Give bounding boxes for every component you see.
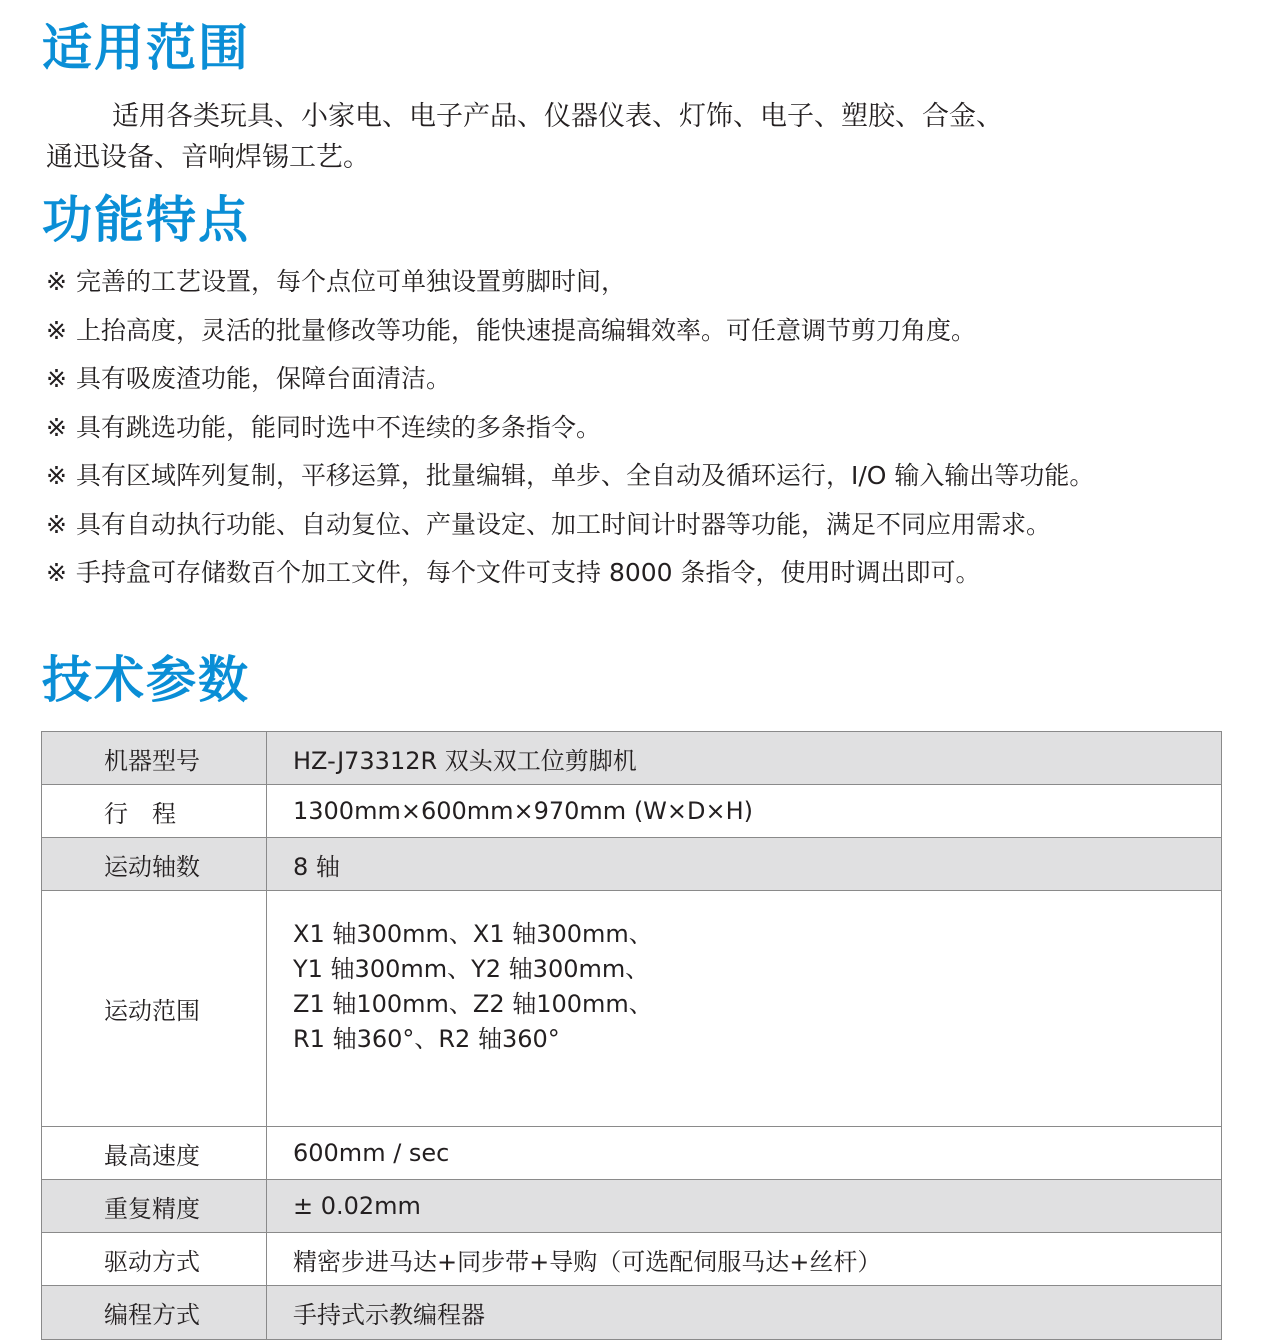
reference-mark-icon: ※ — [46, 364, 67, 393]
feature-item — [46, 311, 1236, 360]
spec-value: 8 轴 — [267, 838, 1222, 891]
spec-label: 驱动方式 — [42, 1233, 267, 1286]
feature-item — [46, 359, 1236, 408]
spec-label: 最高速度 — [42, 1127, 267, 1180]
feature-text: 具有吸废渣功能，保障台面清洁。 — [76, 364, 452, 393]
section-title-scope: 适用范围 — [42, 19, 250, 77]
spec-value — [267, 891, 1222, 1127]
spec-label: 运动范围 — [42, 891, 267, 1127]
scope-paragraph — [46, 96, 1166, 178]
reference-mark-icon: ※ — [46, 461, 67, 490]
spec-label: 运动轴数 — [42, 838, 267, 891]
table-row — [42, 1233, 1222, 1286]
section-title-features: 功能特点 — [42, 191, 250, 249]
feature-text: 上抬高度，灵活的批量修改等功能，能快速提高编辑效率。可任意调节剪刀角度。 — [76, 315, 977, 345]
table-row — [42, 1180, 1222, 1233]
feature-item — [46, 553, 1236, 602]
section-title-params: 技术参数 — [42, 651, 250, 709]
feature-text: 手持盒可存储数百个加工文件，每个文件可支持 8000 条指令，使用时调出即可。 — [76, 558, 981, 587]
feature-item — [46, 408, 1236, 457]
feature-item — [46, 456, 1236, 505]
feature-item — [46, 262, 1236, 311]
reference-mark-icon: ※ — [46, 558, 67, 587]
reference-mark-icon: ※ — [46, 315, 67, 345]
range-line: Z1 轴100mm、Z2 轴100mm、 — [293, 990, 653, 1018]
table-row — [42, 891, 1222, 1127]
spec-value: 精密步进马达+同步带+导购（可选配伺服马达+丝杆） — [267, 1233, 1222, 1286]
table-row — [42, 1127, 1222, 1180]
range-line: R1 轴360°、R2 轴360° — [293, 1025, 560, 1053]
scope-line-2: 通迅设备、音响焊锡工艺。 — [46, 142, 370, 173]
spec-label: 重复精度 — [42, 1180, 267, 1233]
spec-value: 手持式示教编程器 — [267, 1286, 1222, 1340]
feature-text: 具有跳选功能，能同时选中不连续的多条指令。 — [76, 412, 602, 442]
feature-list — [46, 262, 1236, 602]
range-line: Y1 轴300mm、Y2 轴300mm、 — [293, 955, 650, 983]
feature-text: 具有区域阵列复制，平移运算，批量编辑，单步、全自动及循环运行，I/O 输入输出等功能。 — [76, 461, 1095, 490]
table-row — [42, 838, 1222, 891]
feature-text: 完善的工艺设置，每个点位可单独设置剪脚时间， — [76, 267, 627, 296]
reference-mark-icon: ※ — [46, 267, 67, 296]
reference-mark-icon: ※ — [46, 412, 67, 442]
table-row — [42, 732, 1222, 785]
table-row — [42, 785, 1222, 838]
spec-table — [41, 731, 1222, 1340]
feature-text: 具有自动执行功能、自动复位、产量设定、加工时间计时器等功能，满足不同应用需求。 — [76, 509, 1052, 539]
spec-label: 机器型号 — [42, 732, 267, 785]
scope-line-1: 适用各类玩具、小家电、电子产品、仪器仪表、灯饰、电子、塑胶、合金、 — [112, 101, 1003, 132]
feature-item — [46, 505, 1236, 554]
spec-label — [42, 785, 267, 838]
spec-value: 600mm / sec — [267, 1127, 1222, 1180]
spec-label-text: 行 程 — [104, 799, 176, 828]
spec-value: ± 0.02mm — [267, 1180, 1222, 1233]
spec-value: 1300mm×600mm×970mm (W×D×H) — [267, 785, 1222, 838]
reference-mark-icon: ※ — [46, 509, 67, 539]
spec-label: 编程方式 — [42, 1286, 267, 1340]
table-row — [42, 1286, 1222, 1340]
range-line: X1 轴300mm、X1 轴300mm、 — [293, 920, 653, 948]
spec-value: HZ-J73312R 双头双工位剪脚机 — [267, 732, 1222, 785]
